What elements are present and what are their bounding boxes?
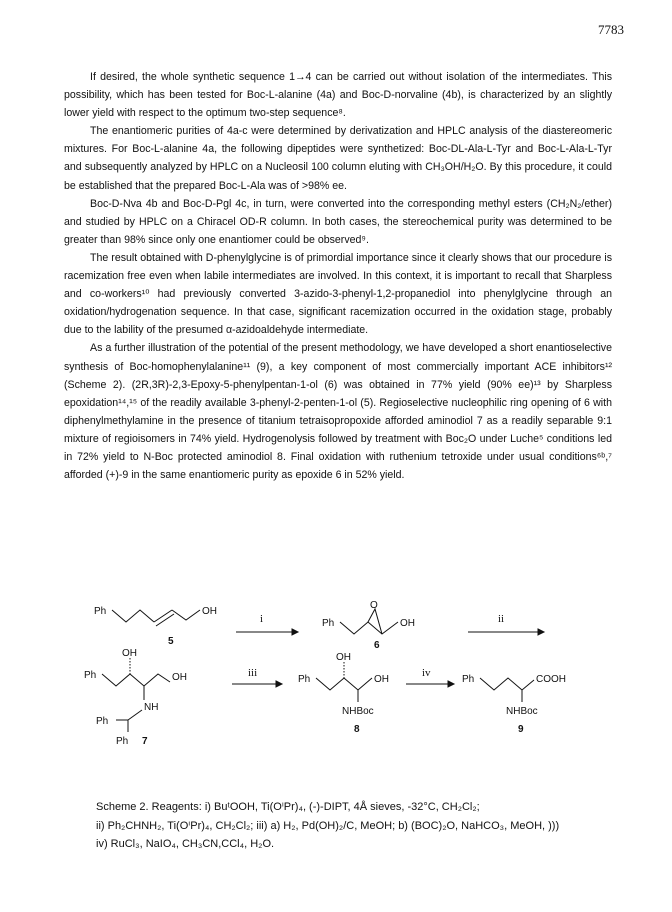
oh-label: OH (202, 606, 217, 617)
chain-7 (102, 674, 170, 686)
paragraph: As a further illustration of the potential of the present methodology, we have developed a short enantioselective synthesis of Boc-homophenylalanine¹¹ (9), a key component of most commercially important ACE inhibitors¹² (Scheme 2). (2R,3R)-2,3-Epoxy-5-phenylpentan-1-ol (6) was obtained in 77% yield (90% ee)¹³ by Sharpless epoxidation¹⁴,¹⁵ of the readily available 3-phenyl-2-penten-1-ol (5). Regioselective nucleophilic ring opening of 6 with diphenylmethylamine in the presence of titanium tetraisopropoxide afforded aminodiol 7 as a readily separable 9:1 mixture of regioisomers in 74% yield. Hydrogenolysis followed by treatment with Boc₂O under Luche⁵ conditions led in 72% yield to N-Boc protected aminodiol 8. Final oxidation with ruthenium tetroxide under usual conditions⁶ᵇ,⁷ afforded (+)-9 in the same enantiomeric purity as epoxide 6 in 52% yield. (64, 342, 612, 482)
oh-label: OH (400, 618, 415, 629)
ph-label: Ph (94, 606, 107, 617)
caption-line: iv) RuCl₃, NaIO₄, CH₃CN,CCl₄, H₂O. (96, 838, 275, 850)
scheme-drawing (64, 596, 612, 786)
oh-label: OH (374, 674, 389, 685)
caption-line: Scheme 2. Reagents: i) BuᵗOOH, Ti(OⁱPr)₄, (-)-DIPT, 4Å sieves, -32°C, CH₂Cl₂; (96, 801, 480, 813)
step-ii-label: ii (498, 613, 505, 625)
paragraph: Boc-D-Nva 4b and Boc-D-Pgl 4c, in turn, were converted into the corresponding methyl esters (CH₂N₂/ether) and studied by HPLC on a Chiracel OD-R column. In both cases, the stereochemical purity was determined to be greater than 98% since only one enantiomer could be observed⁹. (64, 197, 612, 246)
caption-line: ii) Ph₂CHNH₂, Ti(OⁱPr)₄, CH₂Cl₂; iii) a) H₂, Pd(OH)₂/C, MeOH; b) (BOC)₂O, NaHCO₃, MeOH, ))) (96, 819, 560, 832)
scheme-caption (96, 798, 616, 854)
paragraph: If desired, the whole synthetic sequence 1→4 can be carried out without isolation of the intermediates. This possibility, which has been tested for Boc-L-alanine (4a) and Boc-D-norvaline (4b), is characterized by an slightly lower yield with respect to the optimum two-step sequence⁸. (64, 71, 612, 120)
ph-label: Ph (116, 736, 129, 747)
page-number: 7783 (598, 22, 624, 37)
body-text (64, 68, 612, 484)
cooh-label: COOH (536, 674, 566, 685)
nh-label: NH (144, 702, 159, 713)
paragraph: The enantiomeric purities of 4a-c were determined by derivatization and HPLC analysis of the diastereomeric mixtures. For Boc-L-alanine 4a, the following dipeptides were synthetized: Boc-DL-Ala-L-Tyr and Boc-L-Ala-L-Tyr and subsequently analyzed by HPLC on a Nucleosil 100 column eluting with CH₃OH/H₂O. By this procedure, it could be established that the prepared Boc-L-Ala was of >98% ee. (64, 125, 612, 192)
epoxide-o-label: O (370, 600, 378, 611)
double-bond-5b (156, 614, 174, 626)
paragraph: The result obtained with D-phenylglycine is of primordial importance since it clearly shows that our procedure is racemization free even when labile intermediates are involved. In this context, it is important to recall that Sharpless and co-workers¹⁰ had previously converted 3-azido-3-phenyl-1,2-propanediol into phenylglycine through an oxidation/hydrogenation sequence. In that case, significant racemization occurred in the oxidation stage, probably due to the lability of the presumed α-azidoaldehyde intermediate. (64, 251, 612, 337)
step-iv-label: iv (422, 667, 431, 679)
nhboc-label: NHBoc (506, 706, 538, 717)
compound-6-label: 6 (374, 640, 380, 651)
chain-5b (172, 610, 200, 620)
reaction-scheme (64, 596, 612, 786)
oh-label: OH (336, 652, 351, 663)
epoxide-ring (368, 609, 382, 634)
ph-label: Ph (298, 674, 311, 685)
chain-8 (316, 678, 372, 690)
compound-9-label: 9 (518, 724, 524, 735)
ph-label: Ph (84, 670, 97, 681)
ph-label: Ph (322, 618, 335, 629)
ph-label: Ph (96, 716, 109, 727)
step-iii-label: iii (248, 667, 258, 679)
compound-5-label: 5 (168, 636, 174, 647)
chain-5a (112, 610, 154, 622)
nhboc-label: NHBoc (342, 706, 374, 717)
bond-7-ch (128, 710, 142, 720)
oh-label: OH (122, 648, 137, 659)
ph-label: Ph (462, 674, 475, 685)
compound-8-label: 8 (354, 724, 360, 735)
compound-7-label: 7 (142, 736, 148, 747)
double-bond-5 (154, 610, 172, 622)
chain-9 (480, 678, 534, 690)
chain-6 (340, 622, 398, 634)
oh-label: OH (172, 672, 187, 683)
step-i-label: i (260, 613, 264, 625)
